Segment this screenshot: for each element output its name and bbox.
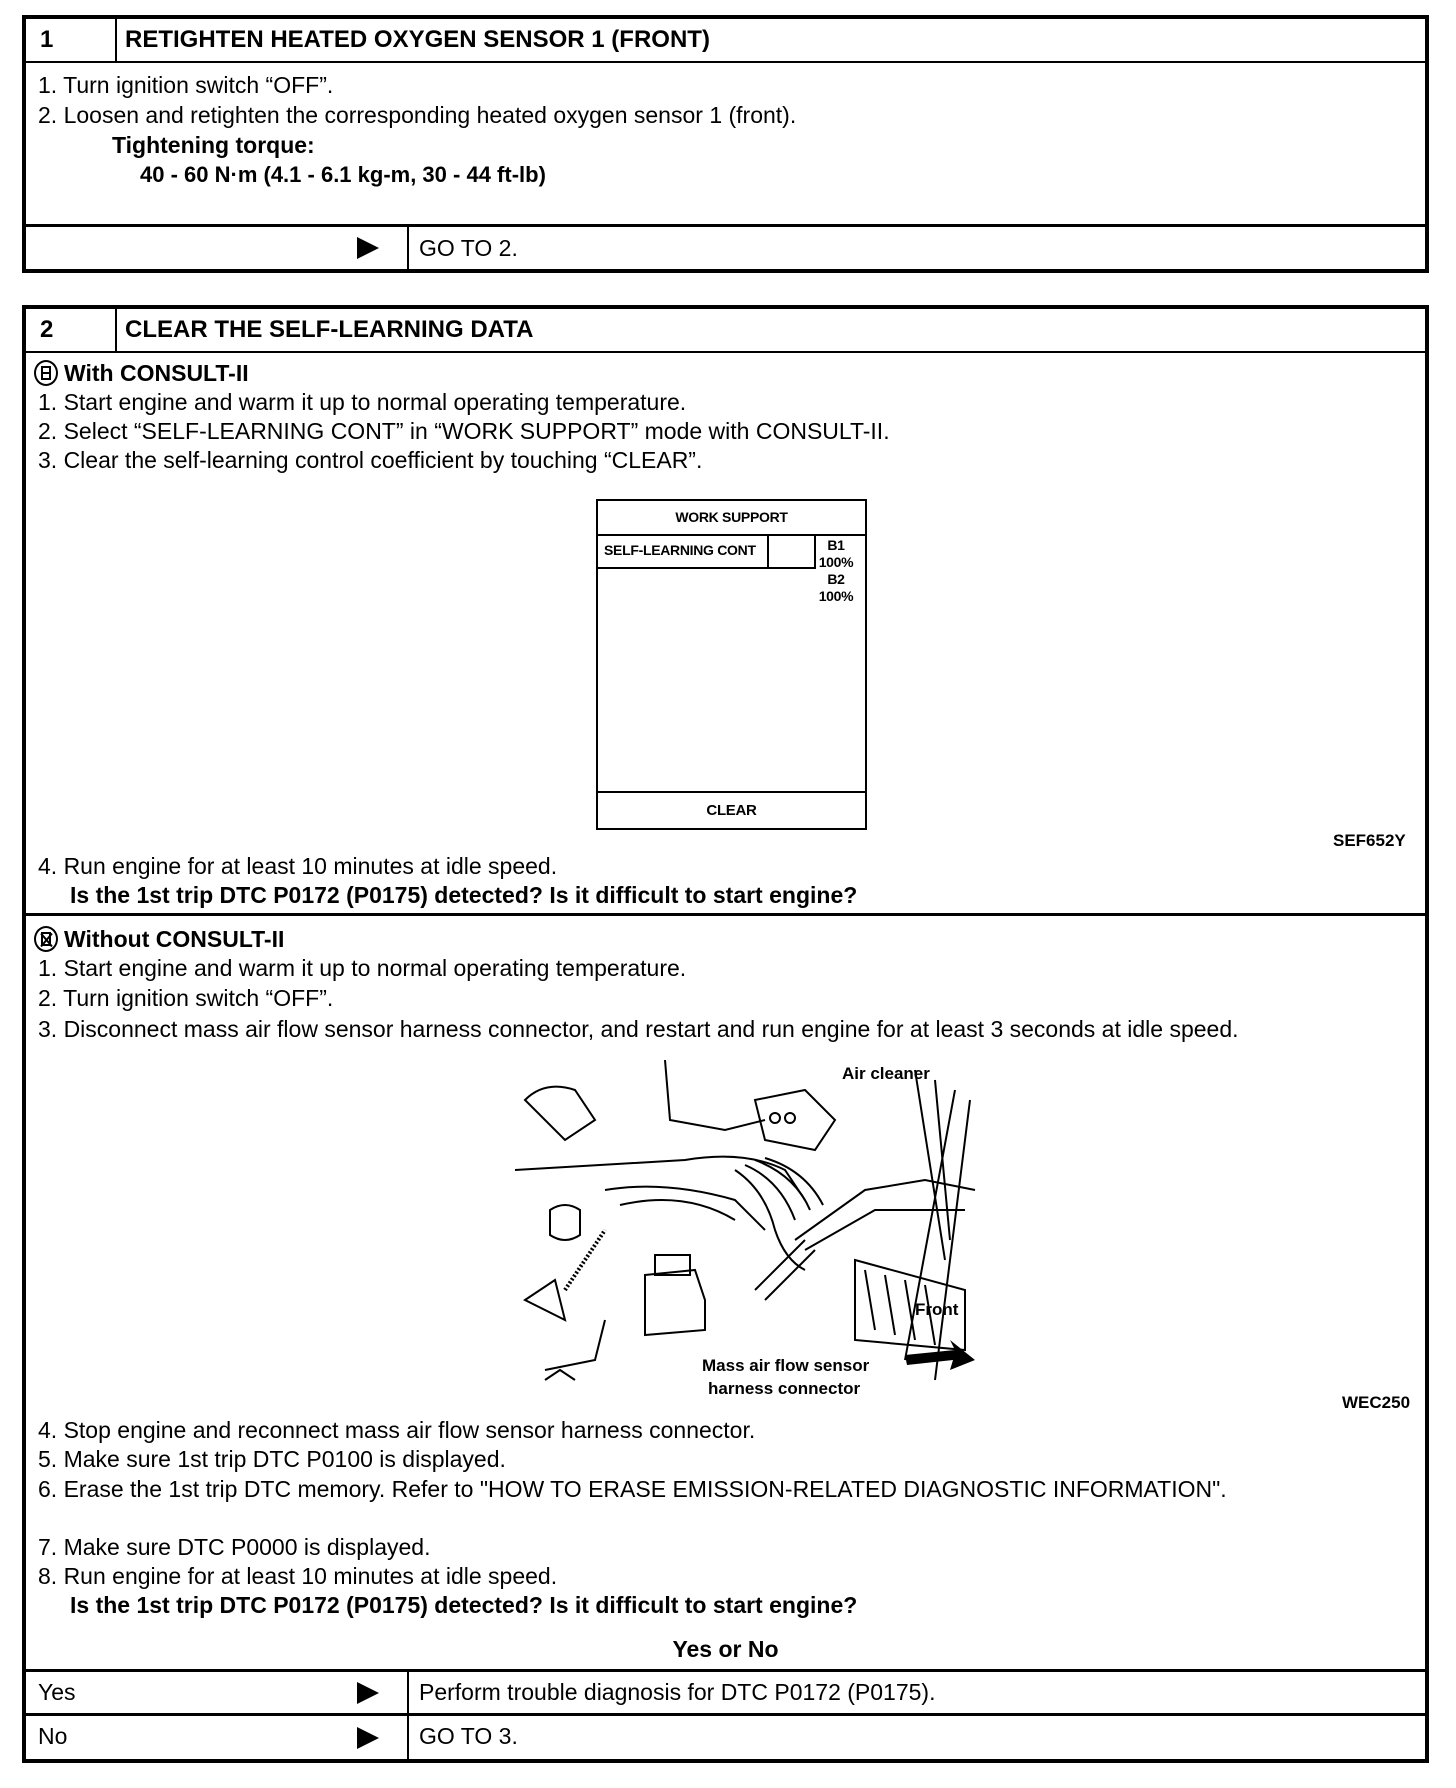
screen-item-label: SELF-LEARNING CONT [604,542,756,558]
work-support-screen [596,499,867,830]
screen-title: WORK SUPPORT [598,501,865,536]
arrow-right-icon [357,237,379,259]
screen-item-value-cell [767,534,769,567]
instruction-line: 4. Run engine for at least 10 minutes at idle speed. [38,853,558,879]
instruction-line: 3. Clear the self-learning control coefficient by touching “CLEAR”. [38,447,703,473]
label-maf-connector: Mass air flow sensor [702,1356,870,1375]
engine-bay-illustration [505,1060,985,1400]
step-1-table [22,15,1429,273]
bank-values: B1 100% B2 100% [818,537,854,604]
arrow-right-icon [357,1682,379,1704]
outcome-row-yes [26,1669,1425,1713]
outcome-row-no [26,1713,1425,1759]
instruction-line: 2. Turn ignition switch “OFF”. [38,985,334,1011]
figure-code: SEF652Y [1333,831,1406,850]
arrow-right-icon [357,1727,379,1749]
instruction-line: 1. Turn ignition switch “OFF”. [38,72,334,98]
label-front: Front [915,1300,959,1319]
engine-drawing [505,1060,985,1400]
result-text[interactable]: GO TO 2. [419,235,518,261]
result-row [26,224,1425,269]
torque-label: Tightening torque: [112,132,315,158]
torque-value: 40 - 60 N·m (4.1 - 6.1 kg-m, 30 - 44 ft-lb) [140,162,546,187]
instruction-line: 2. Loosen and retighten the corresponding heated oxygen sensor 1 (front). [38,102,797,128]
question-text: Is the 1st trip DTC P0172 (P0175) detected? Is it difficult to start engine? [70,1592,858,1618]
instruction-line: 6. Erase the 1st trip DTC memory. Refer to "HOW TO ERASE EMISSION-RELATED DIAGNOSTIC INFORMATION". [38,1476,1227,1502]
figure-code: WEC250 [1342,1393,1411,1412]
instruction-line: 3. Disconnect mass air flow sensor harness connector, and restart and run engine for at least 3 seconds at idle speed. [38,1016,1239,1042]
question-text: Is the 1st trip DTC P0172 (P0175) detected? Is it difficult to start engine? [70,882,858,908]
consult-tool-icon [34,360,58,386]
step-1-header [26,19,1425,63]
instruction-line: 7. Make sure DTC P0000 is displayed. [38,1534,431,1560]
instruction-line: 4. Stop engine and reconnect mass air flow sensor harness connector. [38,1417,756,1443]
answer-cell: Yes [26,1672,409,1713]
clear-button[interactable]: CLEAR [598,791,865,828]
instruction-line: 2. Select “SELF-LEARNING CONT” in “WORK SUPPORT” mode with CONSULT-II. [38,418,890,444]
section-divider [26,913,1425,916]
label-maf-connector-2: harness connector [708,1379,861,1398]
result-label-cell [26,227,409,269]
step-title: CLEAR THE SELF-LEARNING DATA [125,316,534,343]
screen-item-row [598,534,816,569]
outcome-text[interactable]: Perform trouble diagnosis for DTC P0172 (P0175). [419,1679,936,1705]
instruction-line: 1. Start engine and warm it up to normal operating temperature. [38,955,687,981]
without-consult-heading: Without CONSULT-II [64,926,285,952]
step-title: RETIGHTEN HEATED OXYGEN SENSOR 1 (FRONT) [125,26,710,53]
answer-cell: No [26,1716,409,1759]
step-2-header [26,309,1425,353]
instruction-line: 5. Make sure 1st trip DTC P0100 is displayed. [38,1446,506,1472]
label-air-cleaner: Air cleaner [842,1064,930,1083]
instruction-line: 8. Run engine for at least 10 minutes at idle speed. [38,1563,558,1589]
with-consult-heading: With CONSULT-II [64,360,249,386]
no-consult-tool-icon [34,926,58,952]
step-number: 2 [26,309,117,351]
outcome-text[interactable]: GO TO 3. [419,1723,518,1749]
step-number: 1 [26,19,117,61]
decision-label: Yes or No [672,1636,779,1662]
instruction-line: 1. Start engine and warm it up to normal operating temperature. [38,389,687,415]
